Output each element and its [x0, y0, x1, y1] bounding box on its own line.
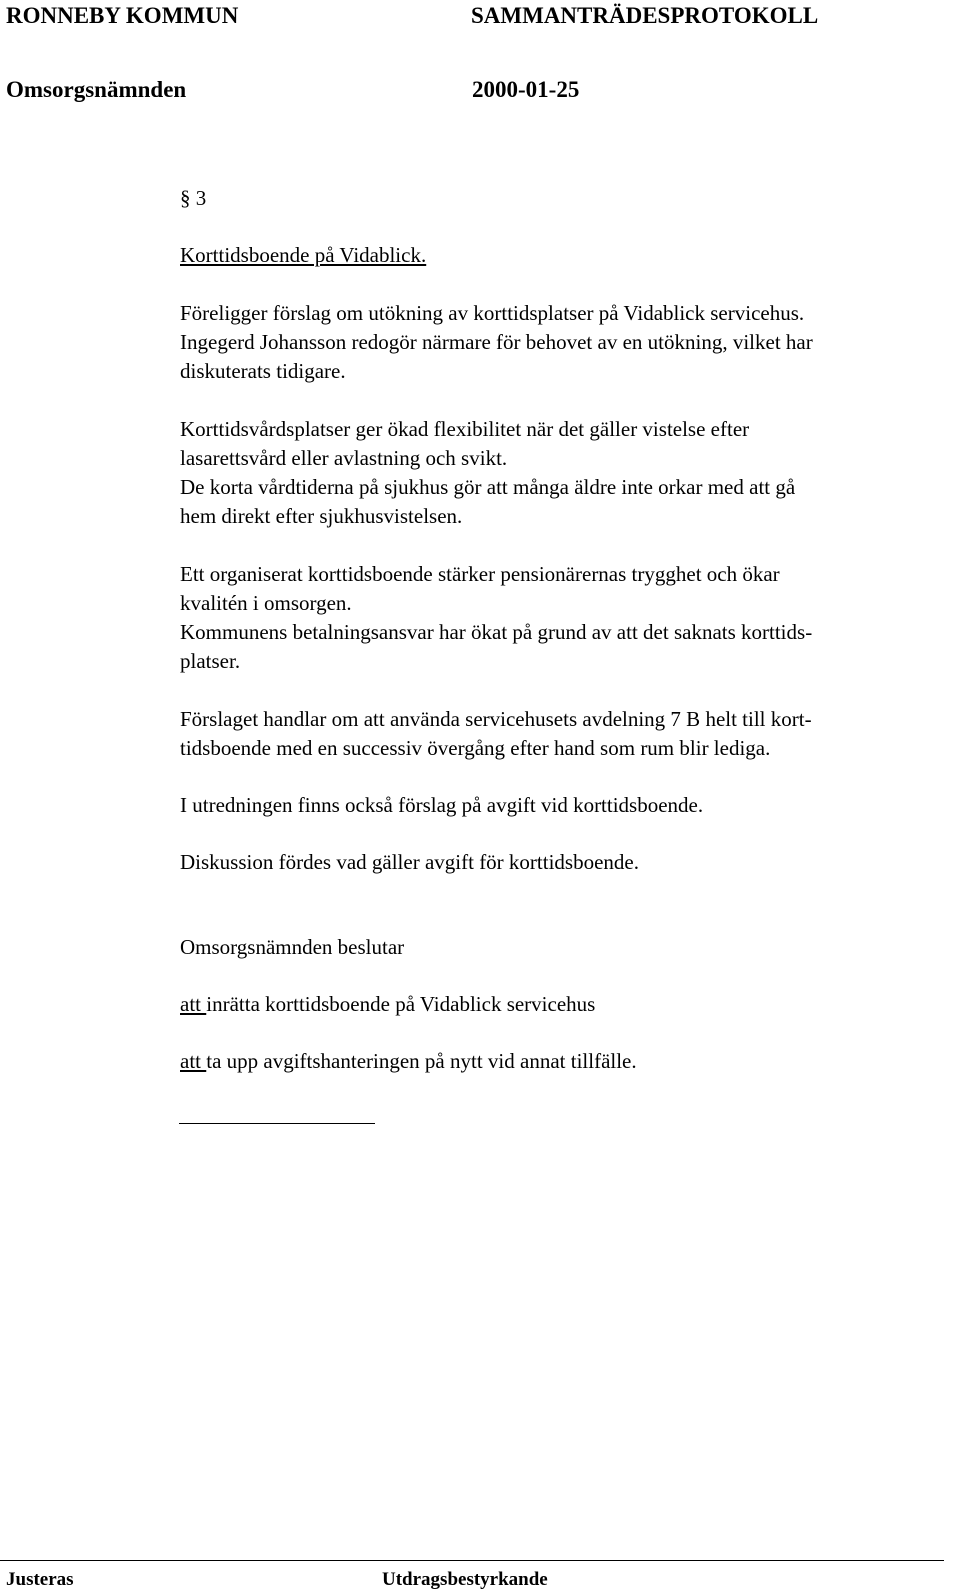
document-type: SAMMANTRÄDESPROTOKOLL: [471, 3, 819, 28]
decision-keyword: att: [180, 1049, 207, 1073]
section-title: Korttidsboende på Vidablick.: [180, 243, 427, 267]
section-number: [180, 184, 940, 213]
body-line: Kommunens betalningsansvar har ökat på grund av att det saknats korttids-: [180, 620, 813, 644]
meeting-date: 2000-01-25: [472, 77, 580, 102]
protocol-body: [180, 184, 940, 1076]
body-line: Ett organiserat korttidsboende stärker pensionärernas trygghet och ökar: [180, 562, 780, 586]
decision-text: ta upp avgiftshanteringen på nytt vid annat tillfälle.: [206, 1049, 637, 1073]
body-line: Korttidsvårdsplatser ger ökad flexibilitet när det gäller vistelse efter: [180, 417, 750, 441]
body-line: kvalitén i omsorgen.: [180, 591, 352, 615]
body-line: Ingegerd Johansson redogör närmare för behovet av en utökning, vilket har: [180, 330, 813, 354]
organization-name: RONNEBY KOMMUN: [6, 3, 239, 28]
section-number-value: 3: [195, 186, 207, 210]
section-symbol: §: [180, 186, 191, 210]
body-line: Föreligger förslag om utökning av korttidsplatser på Vidablick servicehus.: [180, 301, 805, 325]
body-line: hem direkt efter sjukhusvistelsen.: [180, 504, 463, 528]
decision-item: [180, 1047, 940, 1076]
body-line: lasarettsvård eller avlastning och svikt.: [180, 446, 508, 470]
body-line: diskuterats tidigare.: [180, 359, 346, 383]
body-line: tidsboende med en successiv övergång efter hand som rum blir lediga.: [180, 736, 771, 760]
body-line: Diskussion fördes vad gäller avgift för korttidsboende.: [180, 850, 639, 874]
footer-justeras: Justeras: [6, 1569, 74, 1590]
footer-rule: [0, 1560, 944, 1561]
decision-item: [180, 990, 940, 1019]
body-line: I utredningen finns också förslag på avgift vid korttidsboende.: [180, 793, 704, 817]
board-name: Omsorgsnämnden: [6, 77, 187, 102]
footer-utdragsbestyrkande: Utdragsbestyrkande: [382, 1569, 548, 1590]
body-line: De korta vårdtiderna på sjukhus gör att många äldre inte orkar med att gå: [180, 475, 796, 499]
decision-heading: Omsorgsnämnden beslutar: [180, 935, 405, 959]
decision-keyword: att: [180, 992, 207, 1016]
decision-text: inrätta korttidsboende på Vidablick servicehus: [206, 992, 596, 1016]
body-line: platser.: [180, 649, 241, 673]
body-line: Förslaget handlar om att använda servicehusets avdelning 7 B helt till kort-: [180, 707, 812, 731]
section-end-rule: [179, 1123, 375, 1124]
